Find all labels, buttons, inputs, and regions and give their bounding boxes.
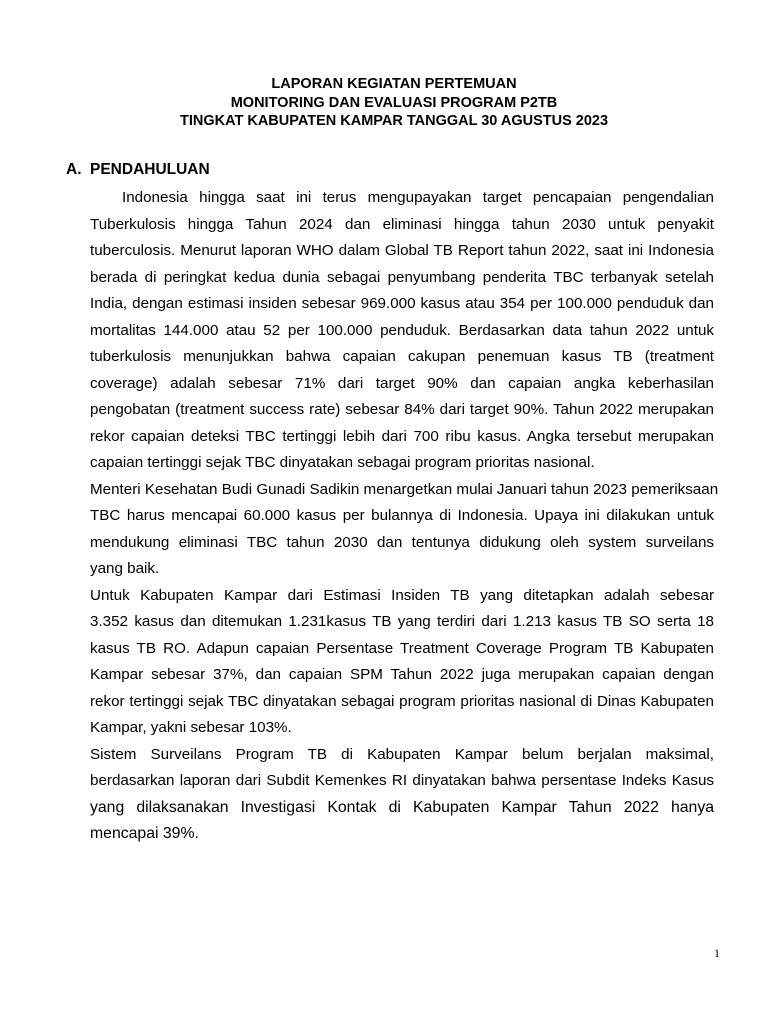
paragraph-line: yang dilaksanakan Investigasi Kontak di Kabupaten Kampar Tahun 2022 hanya [90,798,714,816]
paragraph-line: Tuberkulosis hingga Tahun 2024 dan eliminasi hingga tahun 2030 untuk penyakit [90,215,714,233]
paragraph-line: tuberculosis. Menurut laporan WHO dalam Global TB Report tahun 2022, saat ini Indonesia [90,242,714,259]
paragraph-line: TBC harus mencapai 60.000 kasus per bulannya di Indonesia. Upaya ini dilakukan untuk [90,507,714,524]
paragraph-line: Untuk Kabupaten Kampar dari Estimasi Insiden TB yang ditetapkan adalah sebesar [90,586,714,604]
paragraph-line: Kampar sebesar 37%, dan capaian SPM Tahun 2022 juga merupakan capaian dengan [90,666,714,683]
document-title [0,75,768,131]
paragraph-line: Sistem Surveilans Program TB di Kabupaten Kampar belum berjalan maksimal, [90,745,714,763]
paragraph-line: tuberkulosis menunjukkan bahwa capaian cakupan penemuan kasus TB (treatment [90,348,714,365]
body-text [90,185,719,848]
paragraph-line: berada di peringkat kedua dunia sebagai penyumbang penderita TBC terbanyak setelah [90,268,714,286]
section-heading [66,161,210,179]
paragraph-line: mortalitas 144.000 atau 52 per 100.000 penduduk. Berdasarkan data tahun 2022 untuk [90,321,714,339]
paragraph-line: mendukung eliminasi TBC tahun 2030 dan tentunya didukung oleh system surveilans [90,533,714,551]
paragraph-line: pengobatan (treatment success rate) sebesar 84% dari target 90%. Tahun 2022 merupakan [90,401,714,418]
title-line-2: MONITORING DAN EVALUASI PROGRAM P2TB [230,94,558,111]
section-title: PENDAHULUAN [90,161,210,178]
paragraph-line: coverage) adalah sebesar 71% dari target 90% dan capaian angka keberhasilan [90,374,714,392]
paragraph-line: Kampar, yakni sebesar 103%. [90,719,292,736]
title-line-1: LAPORAN KEGIATAN PERTEMUAN [271,76,517,92]
paragraph-line: rekor tertinggi sejak TBC dinyatakan sebagai program prioritas nasional di Dinas Kabupaten [90,692,714,710]
paragraph-line: kasus TB RO. Adapun capaian Persentase Treatment Coverage Program TB Kabupaten [90,639,714,657]
paragraph-line: rekor capaian deteksi TBC tertinggi lebih dari 700 ribu kasus. Angka tersebut merupakan [90,427,714,445]
section-letter: A. [66,161,82,178]
paragraph-line: 3.352 kasus dan ditemukan 1.231kasus TB yang terdiri dari 1.213 kasus TB SO serta 18 [90,613,714,630]
paragraph-line: yang baik. [90,560,160,577]
paragraph-line: India, dengan estimasi insiden sebesar 969.000 kasus atau 354 per 100.000 penduduk dan [90,295,714,312]
paragraph-line: mencapai 39%. [90,825,199,842]
paragraph-line: berdasarkan laporan dari Subdit Kemenkes RI dinyatakan bahwa persentase Indeks Kasus [90,772,714,789]
paragraph-line: Menteri Kesehatan Budi Gunadi Sadikin menargetkan mulai Januari tahun 2023 pemeriksaan [90,480,719,498]
paragraph-line: capaian tertinggi sejak TBC dinyatakan sebagai program prioritas nasional. [90,454,595,471]
page-number: 1 [714,946,720,960]
paragraph-line: Indonesia hingga saat ini terus mengupayakan target pencapaian pengendalian [122,189,714,206]
title-line-3: TINGKAT KABUPATEN KAMPAR TANGGAL 30 AGUSTUS 2023 [179,113,609,129]
